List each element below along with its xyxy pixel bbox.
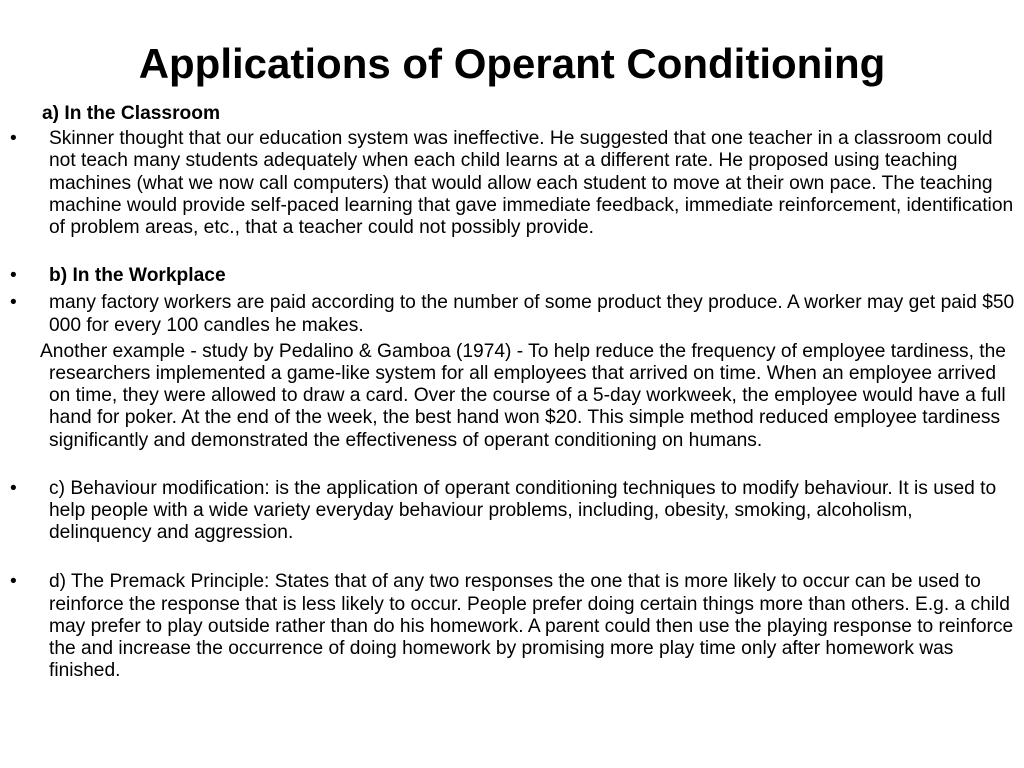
section-b-example: Another example - study by Pedalino & Gamboa (1974) - To help reduce the frequency of employee tardiness, the researchers implemented a game-like system for all employees that arrived on time. When an employee arrived on time, they were allowed to draw a card. Over the course of a 5-day workweek, the employee would have a full hand for poker. At the end of the week, the best hand won $20. This simple method reduced employee tardiness significantly and demonstrated the effectiveness of operant conditioning on humans. xyxy=(40,340,1006,451)
section-a-text: Skinner thought that our education system was ineffective. He suggested that one teacher in a classroom could not teach many students adequately when each child learns at a different rate. He proposed using teaching machines (what we now call computers) that would allow each student to move at their own pace. The teaching machine would provide self-paced learning that gave immediate feedback, immediate reinforcement, identification of problem areas, etc., that a teacher could not possibly provide. xyxy=(49,128,1014,239)
bullet-marker: • xyxy=(10,265,17,287)
bullet-marker: • xyxy=(10,571,17,593)
section-b-item xyxy=(0,292,1024,336)
section-a-item xyxy=(0,128,1024,239)
bullet-marker: • xyxy=(10,128,17,150)
section-b-heading-item xyxy=(0,265,1024,287)
bullet-marker: • xyxy=(10,477,17,499)
section-c-text: c) Behaviour modification: is the application of operant conditioning techniques to modify behaviour. It is used to help people with a wide variety everyday behaviour problems, including, obesity, smoking, alcoholism, delinquency and aggression. xyxy=(49,477,997,544)
section-a-heading: a) In the Classroom xyxy=(42,103,221,124)
section-b-heading: b) In the Workplace xyxy=(49,265,226,287)
section-d-text: d) The Premack Principle: States that of any two responses the one that is more likely to occur can be used to reinforce the response that is less likely to occur. People prefer doing certain things more than others. E.g. a child may prefer to play outside rather than do his homework. A parent could then use the playing response to reinforce the and increase the occurrence of doing homework by promising more play time only after homework was finished. xyxy=(49,571,1014,682)
slide-body xyxy=(0,103,1024,682)
slide-title: Applications of Operant Conditioning xyxy=(138,40,886,87)
section-d-item xyxy=(0,571,1024,682)
bullet-marker: • xyxy=(10,292,17,314)
section-c-item xyxy=(0,478,1024,545)
section-b-text: many factory workers are paid according to the number of some product they produce. A worker may get paid $50 000 for every 100 candles he makes. xyxy=(49,292,1015,336)
